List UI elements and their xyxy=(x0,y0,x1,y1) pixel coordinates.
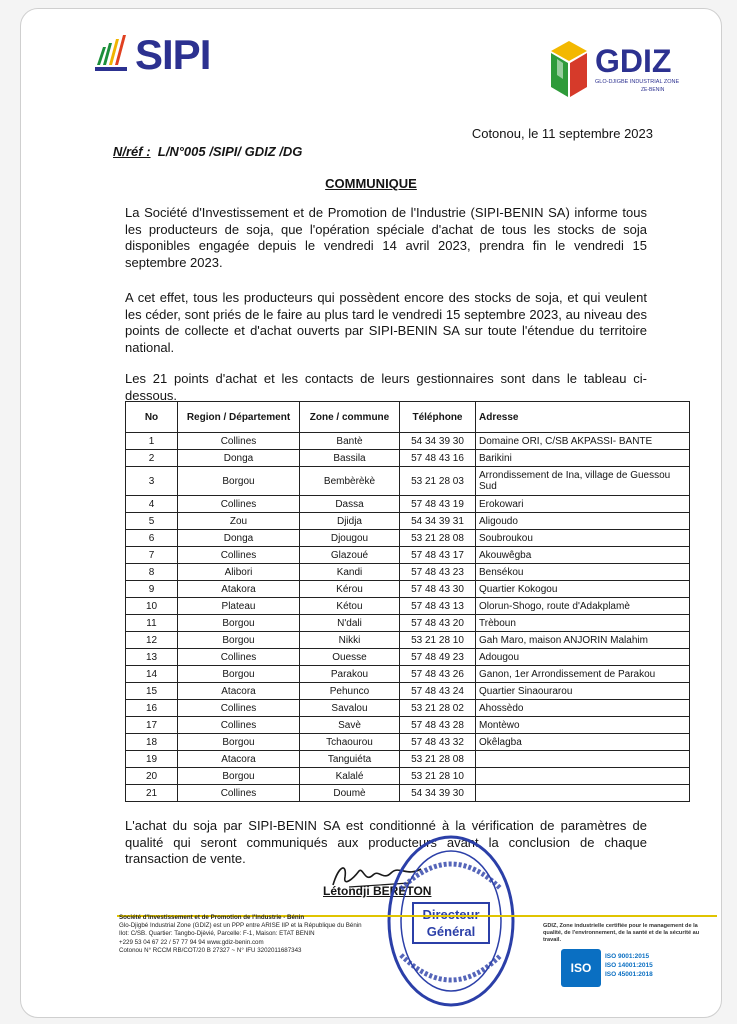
cell-phone: 57 48 43 17 xyxy=(400,547,476,564)
cell-phone: 57 48 49 23 xyxy=(400,649,476,666)
table-row xyxy=(126,785,690,802)
cell-phone: 53 21 28 03 xyxy=(400,467,476,496)
table-row xyxy=(126,666,690,683)
cell-address: Okêlagba xyxy=(476,734,690,751)
cell-phone: 57 48 43 16 xyxy=(400,450,476,467)
cell-address xyxy=(476,751,690,768)
cell-region: Collines xyxy=(178,433,300,450)
table-row xyxy=(126,564,690,581)
cell-phone: 54 34 39 31 xyxy=(400,513,476,530)
table-row xyxy=(126,547,690,564)
reference-label: N/réf : xyxy=(113,144,151,159)
cell-address: Ganon, 1er Arrondissement de Parakou xyxy=(476,666,690,683)
cell-region: Borgou xyxy=(178,632,300,649)
cell-zone: Parakou xyxy=(300,666,400,683)
cell-phone: 57 48 43 24 xyxy=(400,683,476,700)
cell-phone: 53 21 28 10 xyxy=(400,632,476,649)
cell-address xyxy=(476,768,690,785)
cell-no: 19 xyxy=(126,751,178,768)
table-row xyxy=(126,513,690,530)
cell-address: Akouwêgba xyxy=(476,547,690,564)
cell-zone: Tanguiéta xyxy=(300,751,400,768)
stamp-line-2: Général xyxy=(426,924,476,939)
iso-certification-text: GDIZ, Zone industrielle certifiée pour le management de la qualité, de l'environnement, de la santé et de la sécurité au travail. xyxy=(543,923,700,943)
iso-standards-list xyxy=(605,952,653,979)
footer-contact-block xyxy=(119,914,459,955)
cell-phone: 57 48 43 26 xyxy=(400,666,476,683)
cell-region: Collines xyxy=(178,649,300,666)
cell-zone: N'dali xyxy=(300,615,400,632)
cell-no: 11 xyxy=(126,615,178,632)
table-row xyxy=(126,433,690,450)
table-row xyxy=(126,598,690,615)
cell-address: Montèwo xyxy=(476,717,690,734)
cell-zone: Djougou xyxy=(300,530,400,547)
cell-region: Borgou xyxy=(178,734,300,751)
cell-region: Borgou xyxy=(178,467,300,496)
reference-line xyxy=(113,144,302,159)
cell-no: 21 xyxy=(126,785,178,802)
cell-region: Borgou xyxy=(178,666,300,683)
cell-no: 8 xyxy=(126,564,178,581)
table-row xyxy=(126,496,690,513)
cell-zone: Dassa xyxy=(300,496,400,513)
cell-no: 13 xyxy=(126,649,178,666)
table-row xyxy=(126,751,690,768)
cell-zone: Kalalé xyxy=(300,768,400,785)
cell-zone: Kandi xyxy=(300,564,400,581)
cell-zone: Pehunco xyxy=(300,683,400,700)
iso-standard: ISO 14001:2015 xyxy=(605,962,653,969)
cell-zone: Tchaourou xyxy=(300,734,400,751)
cell-no: 6 xyxy=(126,530,178,547)
cell-phone: 57 48 43 30 xyxy=(400,581,476,598)
cell-phone: 57 48 43 32 xyxy=(400,734,476,751)
cell-zone: Nikki xyxy=(300,632,400,649)
sipi-logo-text: SIPI xyxy=(135,31,211,78)
sipi-logo-mark-icon xyxy=(95,35,129,75)
cell-address: Quartier Sinaourarou xyxy=(476,683,690,700)
date-line: Cotonou, le 11 septembre 2023 xyxy=(471,126,653,141)
cell-region: Donga xyxy=(178,450,300,467)
footer-line-3: Ilot: C/SB. Quartier: Tangbo-Djèvié, Parcelle: F-1, Maison: ETAT BENIN xyxy=(119,930,315,938)
cell-region: Borgou xyxy=(178,615,300,632)
cell-phone: 54 34 39 30 xyxy=(400,785,476,802)
cell-region: Atacora xyxy=(178,751,300,768)
cell-region: Collines xyxy=(178,496,300,513)
cell-zone: Savè xyxy=(300,717,400,734)
cell-address: Soubroukou xyxy=(476,530,690,547)
cell-phone: 53 21 28 08 xyxy=(400,530,476,547)
table-row xyxy=(126,717,690,734)
cell-phone: 57 48 43 20 xyxy=(400,615,476,632)
cell-zone: Kérou xyxy=(300,581,400,598)
cell-no: 20 xyxy=(126,768,178,785)
cell-no: 9 xyxy=(126,581,178,598)
cell-address: Arrondissement de Ina, village de Guessou Sud xyxy=(476,467,690,496)
signer-name: Létondji BERETON xyxy=(323,884,432,898)
iso-logo-text: ISO xyxy=(570,961,592,975)
paragraph-intro: La Société d'Investissement et de Promotion de l'Industrie (SIPI-BENIN SA) informe tous les producteurs de soja, que l'opération spéciale d'achat de tous les stocks de soja disponibles engagée depuis le vendredi 14 avril 2023, prendra fin le vendredi 15 septembre 2023. xyxy=(125,205,647,270)
cell-address: Bensékou xyxy=(476,564,690,581)
letter-page xyxy=(20,8,722,1018)
paragraph-quality-conditions: L'achat du soja par SIPI-BENIN SA est conditionné à la vérification de paramètres de qualité qui seront communiqués aux producteurs avant la conclusion de chaque transaction de vente. xyxy=(125,818,647,866)
cell-zone: Djidja xyxy=(300,513,400,530)
table-row xyxy=(126,467,690,496)
cell-phone: 54 34 39 30 xyxy=(400,433,476,450)
cell-region: Donga xyxy=(178,530,300,547)
cell-address: Aligoudo xyxy=(476,513,690,530)
gdiz-logo xyxy=(549,39,699,101)
table-row xyxy=(126,581,690,598)
header-no: No xyxy=(126,402,178,433)
cell-zone: Bantè xyxy=(300,433,400,450)
table-row xyxy=(126,615,690,632)
table-row xyxy=(126,734,690,751)
cell-phone: 57 48 43 13 xyxy=(400,598,476,615)
gdiz-tagline: GLO-DJIGBE INDUSTRIAL ZONE xyxy=(595,79,680,85)
footer-line-2: Glo-Djigbé Industrial Zone (GDIZ) est un PPP entre ARISE IIP et la République du Bénin xyxy=(119,922,362,930)
cell-no: 17 xyxy=(126,717,178,734)
sipi-logo xyxy=(95,29,235,81)
cell-zone: Bembèrèkè xyxy=(300,467,400,496)
reference-value: L/N°005 /SIPI/ GDIZ /DG xyxy=(157,144,303,159)
table-row xyxy=(126,700,690,717)
cell-zone: Kétou xyxy=(300,598,400,615)
header-region: Region / Département xyxy=(178,402,300,433)
cell-no: 16 xyxy=(126,700,178,717)
cell-region: Atacora xyxy=(178,683,300,700)
cell-zone: Ouesse xyxy=(300,649,400,666)
cell-no: 10 xyxy=(126,598,178,615)
iso-logo-icon xyxy=(561,949,601,987)
table-row xyxy=(126,632,690,649)
gdiz-logo-text: GDIZ xyxy=(595,43,672,79)
cell-address: Barikini xyxy=(476,450,690,467)
gdiz-cube-icon xyxy=(549,39,589,99)
cell-address: Erokowari xyxy=(476,496,690,513)
footer-line-1: Société d'Investissement et de Promotion de l'Industrie - Bénin xyxy=(119,914,305,921)
iso-standard: ISO 9001:2015 xyxy=(605,953,650,960)
cell-no: 3 xyxy=(126,467,178,496)
cell-address: Trèboun xyxy=(476,615,690,632)
cell-region: Plateau xyxy=(178,598,300,615)
cell-phone: 53 21 28 02 xyxy=(400,700,476,717)
header-phone: Téléphone xyxy=(400,402,476,433)
cell-no: 15 xyxy=(126,683,178,700)
cell-phone: 57 48 43 23 xyxy=(400,564,476,581)
table-row xyxy=(126,649,690,666)
cell-region: Collines xyxy=(178,547,300,564)
cell-phone: 57 48 43 28 xyxy=(400,717,476,734)
gdiz-subtag: ZE-BENIN xyxy=(641,87,665,93)
cell-no: 14 xyxy=(126,666,178,683)
cell-address xyxy=(476,785,690,802)
cell-phone: 53 21 28 08 xyxy=(400,751,476,768)
footer-line-4: +229 53 04 67 22 / 57 77 94 94 www.gdiz-benin.com xyxy=(119,938,264,946)
cell-no: 18 xyxy=(126,734,178,751)
paragraph-instructions: A cet effet, tous les producteurs qui possèdent encore des stocks de soja, et qui veulent les céder, sont priés de le faire au plus tard le vendredi 15 septembre 2023, au niveau des points de collecte et d'achat ouverts par SIPI-BENIN SA sur toute l'étendue du territoire national. xyxy=(125,290,647,355)
cell-zone: Doumè xyxy=(300,785,400,802)
cell-phone: 53 21 28 10 xyxy=(400,768,476,785)
table-row xyxy=(126,768,690,785)
cell-phone: 57 48 43 19 xyxy=(400,496,476,513)
cell-no: 2 xyxy=(126,450,178,467)
cell-address: Adougou xyxy=(476,649,690,666)
cell-region: Borgou xyxy=(178,768,300,785)
cell-no: 12 xyxy=(126,632,178,649)
table-row xyxy=(126,683,690,700)
cell-address: Olorun-Shogo, route d'Adakplamè xyxy=(476,598,690,615)
purchase-points-table xyxy=(125,401,690,802)
cell-address: Gah Maro, maison ANJORIN Malahim xyxy=(476,632,690,649)
iso-standard: ISO 45001:2018 xyxy=(605,971,653,978)
cell-region: Collines xyxy=(178,700,300,717)
document-title: COMMUNIQUE xyxy=(325,176,417,191)
cell-region: Collines xyxy=(178,785,300,802)
cell-region: Collines xyxy=(178,717,300,734)
cell-zone: Savalou xyxy=(300,700,400,717)
cell-no: 5 xyxy=(126,513,178,530)
paragraph-table-intro: Les 21 points d'achat et les contacts de leurs gestionnaires sont dans le tableau ci-dessous. xyxy=(125,371,647,403)
cell-address: Quartier Kokogou xyxy=(476,581,690,598)
cell-address: Domaine ORI, C/SB AKPASSI- BANTE xyxy=(476,433,690,450)
header-zone: Zone / commune xyxy=(300,402,400,433)
cell-no: 4 xyxy=(126,496,178,513)
cell-no: 7 xyxy=(126,547,178,564)
cell-zone: Glazoué xyxy=(300,547,400,564)
footer-line-5: Cotonou N° RCCM RB/COT/20 B 27327 ~ N° IFU 3202011687343 xyxy=(119,946,302,954)
table-body xyxy=(126,433,690,802)
cell-region: Zou xyxy=(178,513,300,530)
cell-zone: Bassila xyxy=(300,450,400,467)
cell-no: 1 xyxy=(126,433,178,450)
cell-address: Ahossèdo xyxy=(476,700,690,717)
cell-region: Atakora xyxy=(178,581,300,598)
cell-region: Alibori xyxy=(178,564,300,581)
table-row xyxy=(126,450,690,467)
header-address: Adresse xyxy=(476,402,690,433)
table-row xyxy=(126,530,690,547)
table-header-row xyxy=(126,402,690,433)
